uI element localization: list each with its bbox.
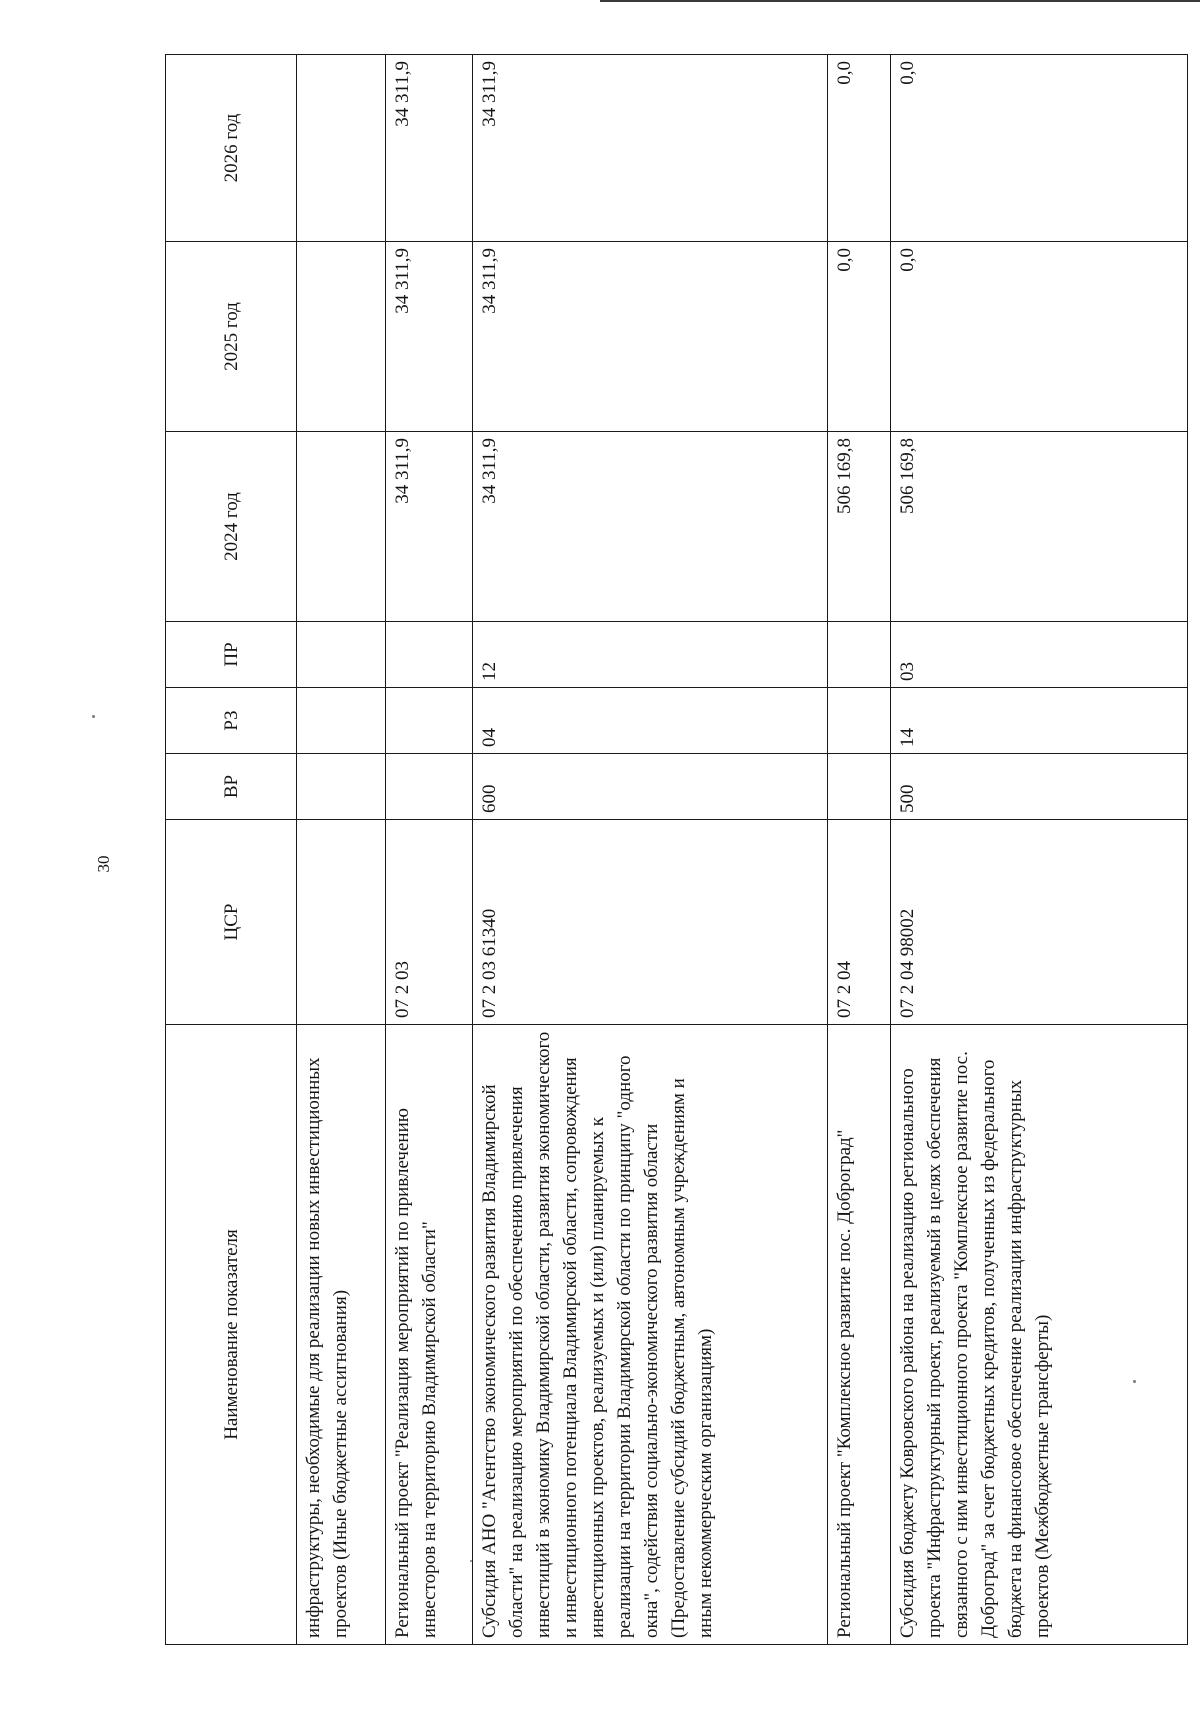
cell-2025: 34 311,9 bbox=[473, 242, 828, 432]
table-row bbox=[386, 55, 473, 1645]
cell-pr bbox=[297, 622, 386, 688]
header-vr: ВР bbox=[166, 754, 297, 820]
cell-2024 bbox=[297, 432, 386, 622]
cell-name: Региональный проект "Комплексное развитие пос. Доброград" bbox=[828, 1025, 891, 1645]
cell-vr: 500 bbox=[891, 754, 1188, 820]
cell-2025: 34 311,9 bbox=[386, 242, 473, 432]
table-header-row bbox=[166, 55, 297, 1645]
cell-pr bbox=[386, 622, 473, 688]
header-2024: 2024 год bbox=[166, 432, 297, 622]
cell-csr: 07 2 04 98002 bbox=[891, 820, 1188, 1025]
cell-pr bbox=[828, 622, 891, 688]
cell-rz: 14 bbox=[891, 688, 1188, 754]
cell-name: Субсидия АНО "Агентство экономического развития Владимирской области" на реализацию мероприятий по обеспечению привлечения инвестиций в экономику Владимирской области, развития экономического и инвестиционного потенциала Владимирской области, сопровождения инвестиционных проектов, реализуемых и (или) планируемых к реализации на территории Владимирской области по принципу "одного окна", содействия социально-экономического развития области (Предоставление субсидий бюджетным, автономным учреждениям и иным некоммерческим организациям) bbox=[473, 1025, 828, 1645]
rotated-table-wrapper bbox=[165, 55, 1200, 1645]
cell-vr: 600 bbox=[473, 754, 828, 820]
table-row bbox=[473, 55, 828, 1645]
cell-name: инфраструктуры, необходимые для реализации новых инвестиционных проектов (Иные бюджетные ассигнования) bbox=[297, 1025, 386, 1645]
cell-2025: 0,0 bbox=[891, 242, 1188, 432]
cell-rz: 04 bbox=[473, 688, 828, 754]
cell-name: Региональный проект "Реализация мероприятий по привлечению инвесторов на территорию Владимирской области" bbox=[386, 1025, 473, 1645]
cell-2026 bbox=[297, 55, 386, 242]
page-number: 30 bbox=[94, 855, 113, 873]
table-row bbox=[297, 55, 386, 1645]
cell-2024: 506 169,8 bbox=[891, 432, 1188, 622]
cell-2026: 34 311,9 bbox=[386, 55, 473, 242]
cell-2025 bbox=[297, 242, 386, 432]
header-2026: 2026 год bbox=[166, 55, 297, 242]
cell-vr bbox=[297, 754, 386, 820]
header-name: Наименование показателя bbox=[166, 1025, 297, 1645]
cell-2024: 34 311,9 bbox=[386, 432, 473, 622]
cell-vr bbox=[386, 754, 473, 820]
cell-2025: 0,0 bbox=[828, 242, 891, 432]
table-row bbox=[891, 55, 1188, 1645]
header-pr: ПР bbox=[166, 622, 297, 688]
cell-rz bbox=[297, 688, 386, 754]
budget-table bbox=[165, 54, 1188, 1645]
cell-csr bbox=[297, 820, 386, 1025]
cell-2026: 0,0 bbox=[891, 55, 1188, 242]
cell-pr: 03 bbox=[891, 622, 1188, 688]
cell-csr: 07 2 03 61340 bbox=[473, 820, 828, 1025]
cell-2024: 506 169,8 bbox=[828, 432, 891, 622]
cell-csr: 07 2 04 bbox=[828, 820, 891, 1025]
cell-rz bbox=[386, 688, 473, 754]
cell-2026: 0,0 bbox=[828, 55, 891, 242]
cell-2026: 34 311,9 bbox=[473, 55, 828, 242]
scan-speck bbox=[92, 715, 95, 718]
table-row bbox=[828, 55, 891, 1645]
header-2025: 2025 год bbox=[166, 242, 297, 432]
cell-rz bbox=[828, 688, 891, 754]
cell-pr: 12 bbox=[473, 622, 828, 688]
cell-2024: 34 311,9 bbox=[473, 432, 828, 622]
cell-csr: 07 2 03 bbox=[386, 820, 473, 1025]
header-csr: ЦСР bbox=[166, 820, 297, 1025]
cell-name: Субсидия бюджету Ковровского района на реализацию регионального проекта "Инфраструктурный проект, реализуемый в целях обеспечения связанного с ним инвестиционного проекта "Комплексное развитие пос. Доброград" за счет бюджетных кредитов, полученных из федерального бюджета на финансовое обеспечение реализации инфраструктурных проектов (Межбюджетные трансферты) bbox=[891, 1025, 1188, 1645]
header-rz: РЗ bbox=[166, 688, 297, 754]
scan-edge-line bbox=[600, 0, 1200, 2]
cell-vr bbox=[828, 754, 891, 820]
